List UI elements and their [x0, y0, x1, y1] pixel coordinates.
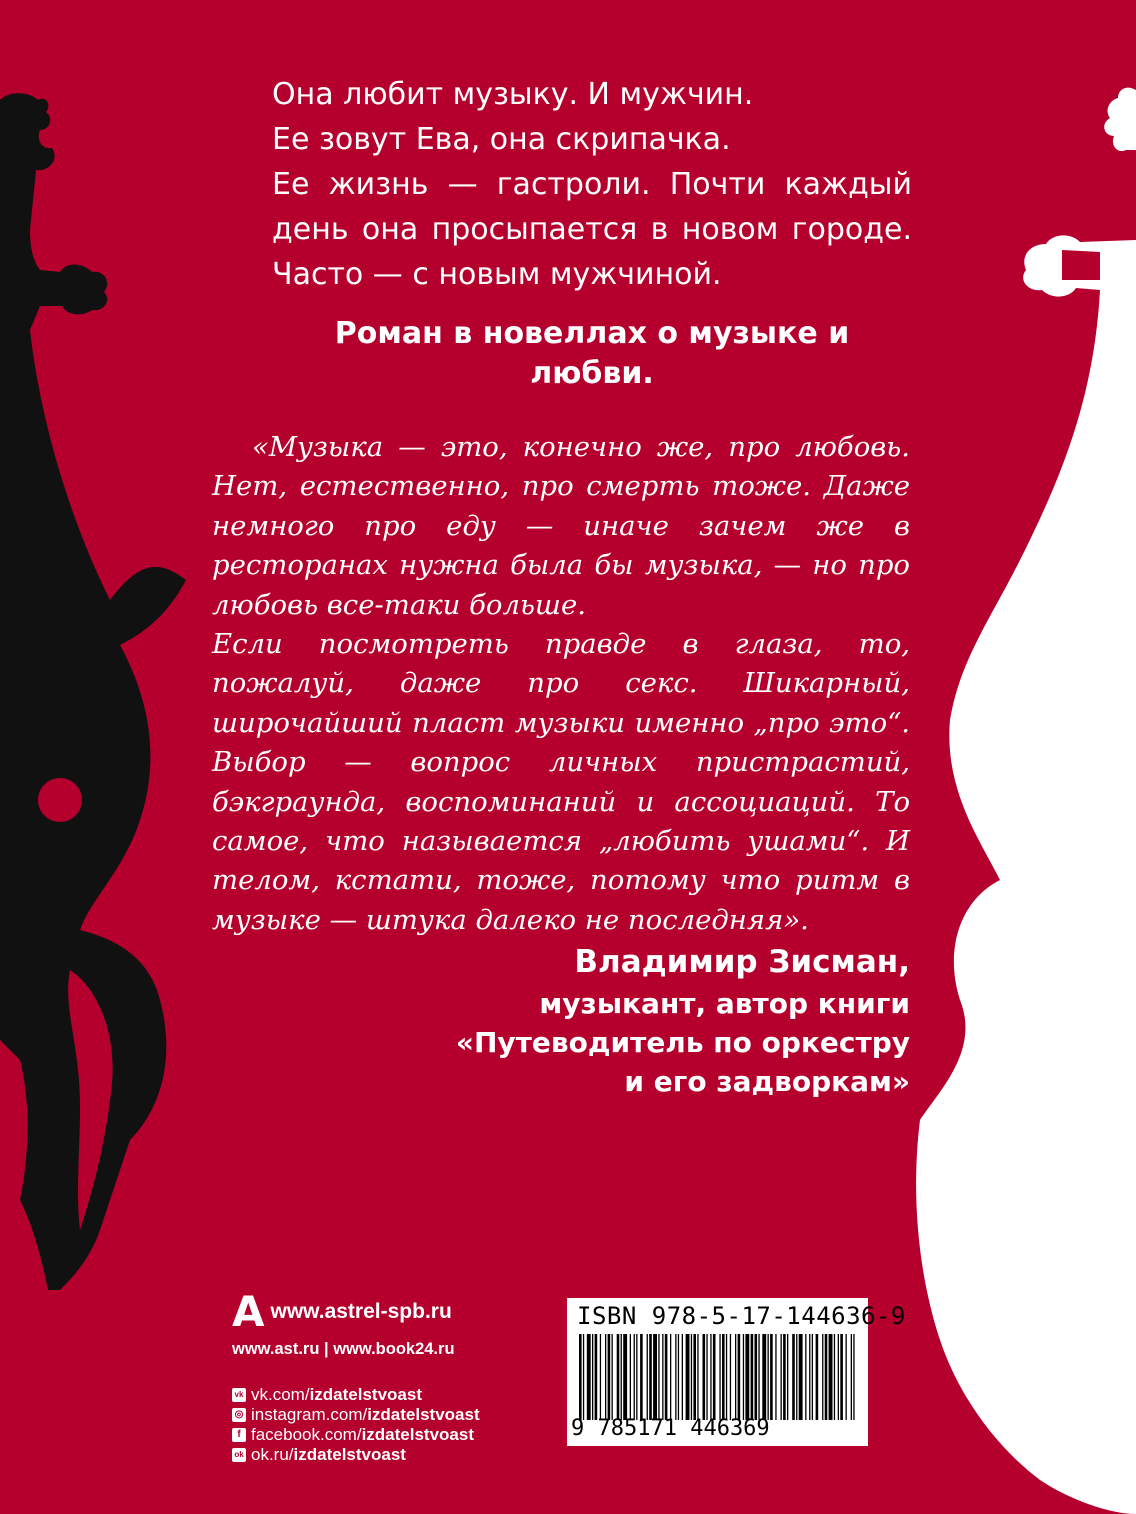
publisher-secondary-sites[interactable]: www.ast.ru | www.book24.ru: [232, 1340, 455, 1358]
barcode-bar: [840, 1334, 843, 1420]
publisher-info: [232, 1287, 480, 1465]
barcode-bar: [595, 1334, 598, 1420]
barcode-bar: [719, 1334, 720, 1420]
barcode-bar: [658, 1334, 659, 1420]
barcode-bar: [647, 1334, 648, 1420]
barcode-bar: [775, 1334, 776, 1420]
barcode-bar: [634, 1334, 635, 1420]
facebook-icon: f: [232, 1428, 246, 1442]
barcode-bar: [799, 1334, 803, 1420]
barcode-bar: [768, 1334, 769, 1420]
barcode-bar: [751, 1334, 754, 1420]
barcode-bar: [649, 1334, 652, 1420]
intro-text: [272, 72, 912, 297]
barcode-bar: [630, 1334, 631, 1420]
ok-icon: ok: [232, 1448, 246, 1462]
ean-digits: 9 785171 446369: [571, 1416, 770, 1441]
barcode-bar: [722, 1334, 725, 1420]
barcode-bar: [762, 1334, 766, 1420]
white-violin-icon: [916, 88, 1136, 1514]
barcode-bar: [653, 1334, 657, 1420]
barcode-bar: [697, 1334, 698, 1420]
barcode-bar: [678, 1334, 679, 1420]
vk-icon: vk: [232, 1388, 246, 1402]
social-link-ok[interactable]: ok ok.ru/ izdatelstvoast: [232, 1445, 480, 1465]
barcode-bar: [787, 1334, 788, 1420]
publisher-logo-icon: A: [232, 1287, 265, 1336]
tagline: Роман в новеллах о музыке и любви.: [334, 316, 850, 391]
barcode-bar: [608, 1334, 611, 1420]
barcode-bar: [706, 1334, 707, 1420]
barcode-bar: [816, 1334, 819, 1420]
barcode-bar: [755, 1334, 758, 1420]
barcode-bar: [825, 1334, 828, 1420]
quote-paragraph-1: «Музыка — это, конечно же, про любовь. Нет, естественно, про смерть тоже. Даже немного про еду — иначе зачем же в ресторанах нужна была бы музыка, — но про любовь все-таки больше.: [212, 431, 910, 621]
barcode-bar: [730, 1334, 731, 1420]
barcode-bar: [853, 1334, 854, 1420]
barcode-bar: [612, 1334, 613, 1420]
isbn-barcode-block: [567, 1298, 906, 1446]
isbn-label: ISBN 978-5-17-144636-9: [577, 1302, 906, 1330]
barcode-bar: [675, 1334, 676, 1420]
barcode-bar: [703, 1334, 706, 1420]
author-book-title-line-2: и его задворкам»: [624, 1065, 910, 1098]
review-quote: [212, 428, 910, 940]
barcode-bar: [617, 1334, 620, 1420]
barcode-bar: [579, 1334, 582, 1420]
author-book-title-line-1: «Путеводитель по оркестру: [455, 1026, 910, 1059]
barcode-bar: [738, 1334, 741, 1420]
barcode-bar: [829, 1334, 833, 1420]
barcode-bar: [713, 1334, 716, 1420]
white-violin-cutout: [1062, 250, 1100, 280]
author-role: музыкант, автор книги: [539, 987, 910, 1020]
barcode-bar: [726, 1334, 727, 1420]
quote-paragraph-2: Если посмотреть правде в глаза, то, пожалуй, даже про секс. Шикарный, широчайший пласт музыки именно „про это“. Выбор — вопрос личных пристрастий, бэкграунда, воспоминаний и ассоциаций. То самое, что называется „любить ушами“. И телом, кстати, тоже, потому что ритм в музыке — штука далеко не последняя».: [212, 628, 910, 936]
intro-line-3: Ее жизнь — гастроли. Почти каждый день она просыпается в новом городе. Часто — с новым мужчиной.: [272, 167, 912, 292]
barcode-bar: [809, 1334, 810, 1420]
barcode-bar: [846, 1334, 847, 1420]
barcode-bar: [743, 1334, 744, 1420]
barcode-bar: [605, 1334, 606, 1420]
barcode-icon: [577, 1334, 859, 1420]
barcode-bar: [735, 1334, 736, 1420]
barcode-bar: [693, 1334, 696, 1420]
barcode-bar: [587, 1334, 591, 1420]
barcode-bar: [636, 1334, 637, 1420]
barcode-bar: [783, 1334, 786, 1420]
barcode-bar: [792, 1334, 795, 1420]
barcode-bar: [796, 1334, 797, 1420]
barcode-bar: [758, 1334, 759, 1420]
social-link-facebook[interactable]: f facebook.com/ izdatelstvoast: [232, 1425, 480, 1445]
barcode-bar: [822, 1334, 823, 1420]
barcode-bar: [770, 1334, 773, 1420]
barcode-bar: [834, 1334, 835, 1420]
barcode-bar: [623, 1334, 627, 1420]
publisher-site-row: [232, 1287, 480, 1336]
author-name: Владимир Зисман,: [574, 944, 910, 980]
barcode-bar: [682, 1334, 683, 1420]
intro-line-1: Она любит музыку. И мужчин.: [272, 77, 754, 112]
barcode-bar: [691, 1334, 692, 1420]
social-links: [232, 1385, 480, 1465]
social-link-instagram[interactable]: ◎ instagram.com/ izdatelstvoast: [232, 1405, 480, 1425]
barcode-bar: [583, 1334, 584, 1420]
barcode-bar: [812, 1334, 813, 1420]
barcode-bar: [710, 1334, 711, 1420]
barcode-bar: [805, 1334, 806, 1420]
barcode-bar: [600, 1334, 601, 1420]
barcode-bar: [640, 1334, 643, 1420]
social-link-vk[interactable]: vk vk.com/ izdatelstvoast: [232, 1385, 480, 1405]
barcode-bar: [781, 1334, 782, 1420]
barcode-bar: [745, 1334, 749, 1420]
instagram-icon: ◎: [232, 1408, 246, 1422]
barcode-bar: [686, 1334, 690, 1420]
publisher-site-link[interactable]: www.astrel-spb.ru: [270, 1300, 452, 1323]
barcode-bar: [621, 1334, 622, 1420]
barcode-bar: [592, 1334, 593, 1420]
barcode-bar: [662, 1334, 663, 1420]
barcode-bar: [665, 1334, 668, 1420]
barcode-bar: [851, 1334, 852, 1420]
quote-attribution: [456, 940, 910, 1101]
barcode-bar: [670, 1334, 671, 1420]
intro-line-2: Ее зовут Ева, она скрипачка.: [272, 122, 731, 157]
barcode-bar: [838, 1334, 839, 1420]
